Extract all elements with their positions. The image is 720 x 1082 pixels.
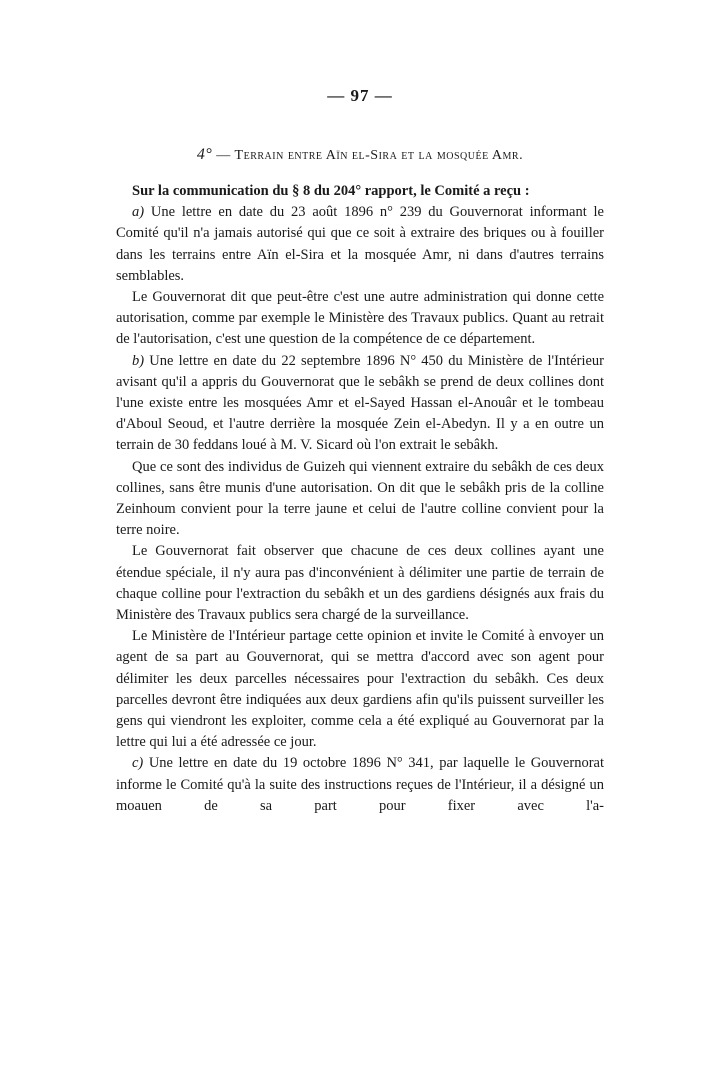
- paragraph: [116, 287, 604, 351]
- paragraph: [116, 181, 604, 202]
- paragraph-text: Que ce sont des individus de Guizeh qui viennent extraire du sebâkh de ces deux collines, sans être munis d'une autorisation. On dit que le sebâkh pris de la colline Zeinhoum convient pour la terre jaune et celui de l'autre colline convient pour la terre noire.: [116, 458, 604, 539]
- paragraph: [116, 541, 604, 626]
- list-marker: a): [132, 204, 145, 221]
- list-marker: c): [132, 755, 144, 772]
- paragraph-text: Le Ministère de l'Intérieur partage cette opinion et invite le Comité à envoyer un agent de sa part au Gouvernorat, qui se mettra d'accord avec son agent pour délimiter les deux parcelles nécessaires pour l'extraction du sebâkh. Ces deux parcelles devront être indiquées aux deux gardiens afin qu'ils puissent surveiller les gens qui viendront les exploiter, comme cela a été expliqué au Gouvernorat par la lettre qui lui a été adressée ce jour.: [116, 628, 604, 751]
- section-title: — Terrain entre Aïn el-Sira et la mosquée Amr.: [212, 148, 524, 163]
- section-number: 4°: [196, 146, 213, 163]
- paragraph: [116, 457, 604, 542]
- paragraph: [116, 351, 604, 457]
- paragraph: [116, 753, 604, 817]
- body-text: [116, 181, 604, 817]
- section-heading: [0, 146, 720, 164]
- paragraph-text: Une lettre en date du 19 octobre 1896 N° 341, par laquelle le Gouvernorat informe le Comité qu'à la suite des instructions reçues de l'Intérieur, il a désigné un moauen de sa part pour fixer avec l'a-: [116, 755, 604, 814]
- paragraph-text: Une lettre en date du 23 août 1896 n° 239 du Gouvernorat informant le Comité qu'il n'a jamais autorisé qui que ce soit à extraire des briques ou à fouiller dans les terrains entre Aïn el-Sira et la mosquée Amr, ni dans d'autres terrains semblables.: [116, 204, 604, 284]
- page-number: — 97 —: [327, 86, 393, 105]
- paragraph-text: Sur la communication du § 8 du 204° rapport, le Comité a reçu :: [132, 183, 530, 199]
- paragraph-text: Une lettre en date du 22 septembre 1896 N° 450 du Ministère de l'Intérieur avisant qu'il a appris du Gouvernorat que le sebâkh se prend de deux collines dont l'une existe entre les mosquées Amr et el-Sayed Hassan el-Anouâr et le tombeau d'Aboul Seoud, et l'autre derrière la mosquée Zein el-Abedyn. Il y a en outre un terrain de 30 feddans loué à M. V. Sicard où l'on extrait le sebâkh.: [116, 352, 604, 454]
- paragraph-text: Le Gouvernorat dit que peut-être c'est une autre administration qui donne cette autorisation, comme par exemple le Ministère des Travaux publics. Quant au retrait de l'autorisation, c'est une question de la compétence de ce département.: [116, 289, 604, 348]
- list-marker: b): [132, 352, 145, 369]
- paragraph: [116, 626, 604, 753]
- paragraph-text: Le Gouvernorat fait observer que chacune de ces deux collines ayant une étendue spéciale, il n'y aura pas d'inconvénient à délimiter une partie de terrain de chaque colline pour l'extraction du sebâkh et un des gardiens désignés aux frais du Ministère des Travaux publics sera chargé de la surveillance.: [116, 543, 604, 624]
- paragraph: [116, 202, 604, 287]
